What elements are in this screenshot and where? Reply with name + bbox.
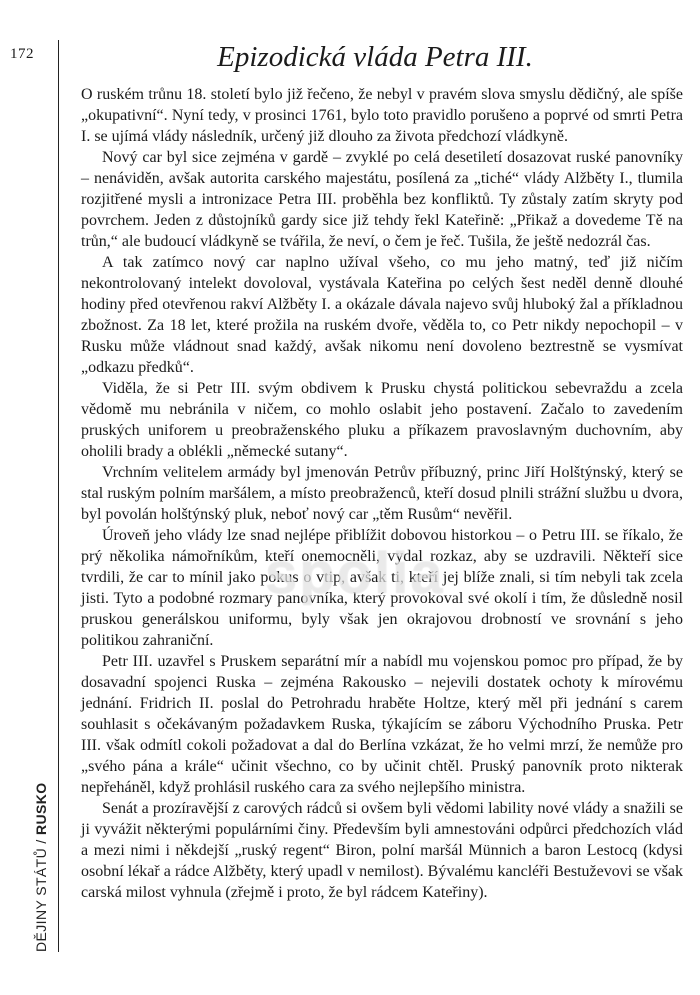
paragraph: O ruském trůnu 18. století bylo již řečeno, že nebyl v pravém slova smyslu dědičný, ale spíše „okupativní“. Nyní tedy, v prosinci 1761, bylo toto pravidlo porušeno a poprvé od smrti Petra I. se ujímá vlády následník, určený již dlouho za života předchozí vládkyně. — [81, 86, 683, 145]
paragraph: Viděla, že si Petr III. svým obdivem k Prusku chystá politickou sebevraždu a zcela vědomě mu nebránila v ničem, co mohlo oslabit jeho postavení. Začalo to zavedením pruských uniforem u preobraženského pluku a příkazem pravoslavným duchovním, aby oholili brady a oblékli „německé sutany“. — [81, 380, 683, 460]
chapter-title: Epizodická vláda Petra III. — [217, 41, 533, 73]
paragraph: Senát a prozíravější z carových rádců si ovšem byli vědomi lability nové vlády a snažili se ji vyvážit některými populárními činy. Především byli amnestováni odpůrci předchozích vlád a mezi nimi i někdejší „ruský regent“ Biron, polní maršál Münnich a baron Lestocq (kdysi osobní lékař a rádce Alžběty, který upadl v nemilost). Bývalému kancléři Bestuževovi se však carská milost vyhnula (zřejmě i proto, že byl rádcem Kateřiny). — [81, 800, 683, 901]
paragraph: A tak zatímco nový car naplno užíval všeho, co mu jeho matný, teď již ničím nekontrolovaný intelekt dovoloval, vystávala Kateřina po celých šest neděl denně dlouhé hodiny před otevřenou rakví Alžběty I. a okázale dávala najevo svůj hluboký žal a příkladnou zbožnost. Za 18 let, které prožila na ruském dvoře, věděla to, co Petr nikdy nepochopil – v Rusku může vládnout snad každý, avšak nikomu není dovoleno beztrestně se vysmívat „odkazu předků“. — [81, 254, 683, 376]
watermark: spolia — [265, 541, 445, 606]
running-head-country: RUSKO — [33, 782, 49, 836]
body-text — [81, 84, 683, 903]
running-head-section: DĚJINY STÁTŮ / — [33, 835, 49, 952]
page-number: 172 — [10, 46, 34, 62]
margin-rule — [58, 40, 59, 952]
paragraph: Úroveň jeho vlády lze snad nejlépe přiblížit dobovou historkou – o Petru III. se říkalo, že prý několika námořníkům, kteří onemocněli, vydal rozkaz, aby se uzdravili. Někteří sice tvrdili, že car to mínil jako pokus o vtip, avšak ti, kteří jej blíže znali, si tím nebyli tak zcela jisti. Tyto a podobné rozmary panovníka, který provokoval své okolí i tím, že důsledně nosil pruskou generálskou uniformu, byly však jen okrajovou drobností ve srovnání s jeho politikou zahraniční. — [81, 527, 683, 649]
paragraph: Vrchním velitelem armády byl jmenován Petrův příbuzný, princ Jiří Holštýnský, který se stal ruským polním maršálem, a místo preobraženců, kteří dosud plnili strážní službu u dvora, byl povolán holštýnský pluk, neboť nový car „těm Rusům“ nevěřil. — [81, 464, 683, 523]
paragraph: Petr III. uzavřel s Pruskem separátní mír a nabídl mu vojenskou pomoc pro případ, že by dosavadní spojenci Ruska – zejména Rakousko – nejevili dostatek ochoty k mírovému jednání. Fridrich II. poslal do Petrohradu hraběte Holtze, který měl při jednání s carem souhlasit s očekávaným požadavkem Ruska, týkajícím se záboru Východního Pruska. Petr III. však odmítl cokoli požadovat a dal do Berlína vzkázat, že ho velmi mrzí, že nemůže pro „svého pána a krále“ učinit všechno, co by učinit chtěl. Pruský panovník proto nikterak nepřeháněl, když prohlásil ruského cara za svého nejlepšího ministra. — [81, 653, 683, 796]
paragraph: Nový car byl sice zejména v gardě – zvyklé po celá desetiletí dosazovat ruské panovníky – nenáviděn, avšak autorita carského majestátu, posílená za „tiché“ vlády Alžběty I., tlumila rozjitřené mysli a intronizace Petra III. proběhla bez konfliktů. Ty zůstaly zatím skryty pod povrchem. Jeden z důstojníků gardy sice již tehdy řekl Kateřině: „Přikaž a dovedeme Tě na trůn,“ ale budoucí vládkyně se tvářila, že neví, o čem je řeč. Tušila, že ještě nedozrál čas. — [81, 149, 683, 250]
running-head — [33, 782, 49, 952]
